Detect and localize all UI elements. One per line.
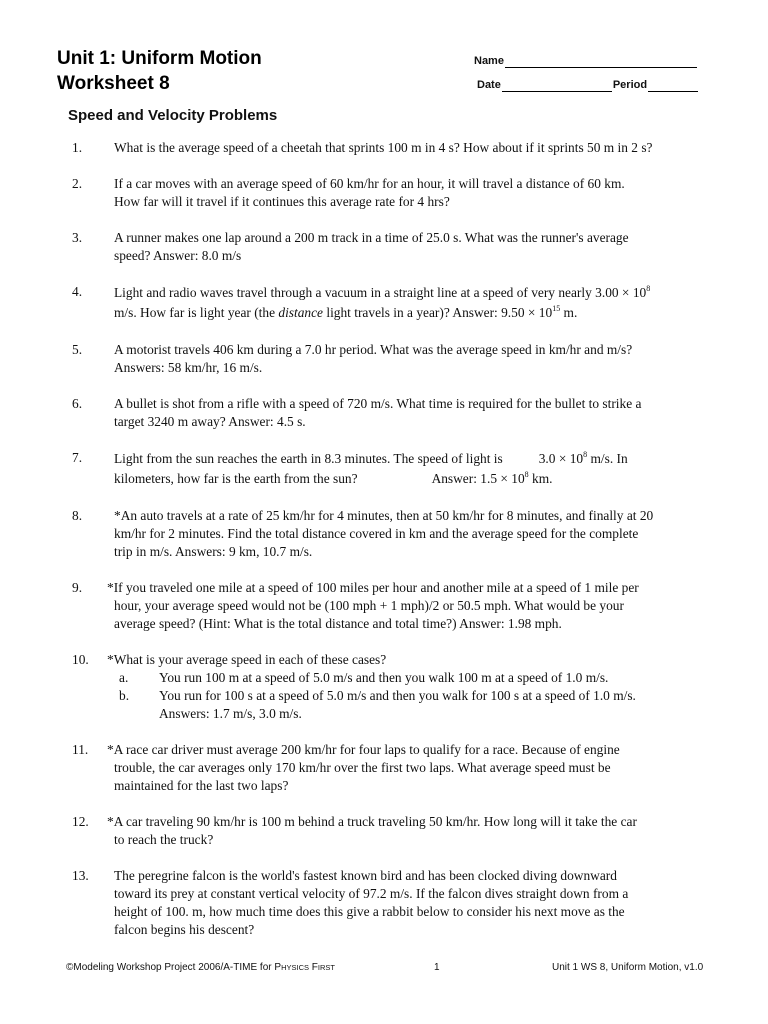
problem-text-part: Light from the sun reaches the earth in 8.3 minutes. The speed of light is — [114, 451, 503, 466]
footer-doc-id: Unit 1 WS 8, Uniform Motion, v1.0 — [552, 962, 704, 973]
problem-number: 4. — [72, 284, 83, 299]
exponent: 8 — [583, 450, 588, 459]
problem-text-part: Answer: 1.5 × 10 — [431, 471, 525, 486]
problem-line: hour, your average speed would not be (100 mph + 1 mph)/2 or 50.5 mph. What would be your — [114, 598, 624, 613]
problem-line: *A car traveling 90 km/hr is 100 m behind a truck traveling 50 km/hr. How long will it take the car — [107, 814, 637, 829]
problem-text-part: Light and radio waves travel through a vacuum in a straight line at a speed of very nearly 3.00 × 10 — [114, 285, 647, 300]
title-unit: Unit 1: Uniform Motion — [57, 48, 262, 69]
problem-7 — [0, 449, 768, 489]
problem-line: average speed? (Hint: What is the total distance and total time?) Answer: 1.98 mph. — [114, 616, 562, 631]
problem-line: A bullet is shot from a rifle with a speed of 720 m/s. What time is required for the bullet to strike a — [114, 396, 642, 411]
problem-list — [0, 139, 768, 957]
name-field[interactable] — [474, 54, 698, 68]
problem-number: 5. — [72, 342, 83, 357]
answers-text: Answers: 1.7 m/s, 3.0 m/s. — [159, 706, 302, 721]
problem-number: 6. — [72, 396, 83, 411]
problem-line: toward its prey at constant vertical velocity of 97.2 m/s. If the falcon dives straight down from a — [114, 886, 629, 901]
problem-line: A motorist travels 406 km during a 7.0 hr period. What was the average speed in km/hr and m/s? — [114, 342, 633, 357]
problem-text-part: km. — [528, 471, 553, 486]
problem-9 — [0, 579, 768, 633]
title-worksheet: Worksheet 8 — [57, 73, 170, 94]
date-period-field[interactable] — [477, 78, 699, 92]
page-number: 1 — [434, 962, 440, 973]
sub-question-b — [107, 687, 722, 705]
problem-4 — [0, 283, 768, 323]
problem-line: target 3240 m away? Answer: 4.5 s. — [114, 414, 306, 429]
problem-line: falcon begins his descent? — [114, 922, 255, 937]
problem-number: 12. — [72, 814, 89, 829]
problem-text: What is the average speed of a cheetah that sprints 100 m in 4 s? How about if it sprints 50 m in 2 s? — [114, 140, 653, 155]
problem-12 — [0, 813, 768, 849]
problem-line: *An auto travels at a rate of 25 km/hr for 4 minutes, then at 50 km/hr for 8 minutes, and finally at 20 — [114, 508, 654, 523]
footer-copyright: ©Modeling Workshop Project 2006/A-TIME for PHYSICS FIRST — [66, 962, 335, 973]
problem-number: 3. — [72, 230, 83, 245]
problem-13 — [0, 867, 768, 939]
problem-line: height of 100. m, how much time does this give a rabbit below to consider his next move as the — [114, 904, 625, 919]
exponent: 8 — [646, 284, 651, 293]
problem-number: 7. — [72, 450, 83, 465]
section-heading: Speed and Velocity Problems — [68, 107, 278, 124]
problem-number: 1. — [72, 140, 83, 155]
problem-number: 9. — [72, 580, 83, 595]
problem-number: 2. — [72, 176, 83, 191]
date-label: Date — [477, 79, 501, 91]
sub-text: You run 100 m at a speed of 5.0 m/s and then you walk 100 m at a speed of 1.0 m/s. — [159, 670, 609, 685]
problem-2 — [0, 175, 768, 211]
sub-question-a — [107, 669, 722, 687]
problem-text-part: kilometers, how far is the earth from the sun? — [114, 471, 358, 486]
problem-text-part: m. — [560, 305, 578, 320]
problem-text-part: 3.0 × 10 — [538, 451, 584, 466]
problem-5 — [0, 341, 768, 377]
problem-line: speed? Answer: 8.0 m/s — [114, 248, 242, 263]
problem-line: maintained for the last two laps? — [114, 778, 289, 793]
problem-3 — [0, 229, 768, 265]
problem-line: to reach the truck? — [114, 832, 214, 847]
problem-line: trip in m/s. Answers: 9 km, 10.7 m/s. — [114, 544, 313, 559]
exponent: 15 — [552, 304, 561, 313]
page-footer — [0, 961, 768, 975]
problem-11 — [0, 741, 768, 795]
problem-line: *A race car driver must average 200 km/hr for four laps to qualify for a race. Because of engine — [107, 742, 620, 757]
problem-line: *If you traveled one mile at a speed of 100 miles per hour and another mile at a speed of 1 mile per — [107, 580, 639, 595]
problem-line: How far will it travel if it continues this average rate for 4 hrs? — [114, 194, 450, 209]
problem-line: If a car moves with an average speed of 60 km/hr for an hour, it will travel a distance of 60 km. — [114, 176, 625, 191]
problem-1 — [0, 139, 768, 157]
emphasis-text: distance — [278, 305, 323, 320]
date-blank[interactable] — [502, 80, 612, 92]
problem-line: A runner makes one lap around a 200 m track in a time of 25.0 s. What was the runner's average — [114, 230, 629, 245]
problem-text-part: m/s. In — [587, 451, 628, 466]
problem-number: 10. — [72, 652, 89, 667]
answers-line — [107, 705, 722, 723]
problem-number: 11. — [72, 742, 89, 757]
problem-line: km/hr for 2 minutes. Find the total distance covered in km and the average speed for the complete — [114, 526, 639, 541]
name-label: Name — [474, 55, 504, 67]
problem-10 — [0, 651, 768, 723]
sub-text: You run for 100 s at a speed of 5.0 m/s and then you walk for 100 s at a speed of 1.0 m/s. — [159, 688, 636, 703]
problem-line: *What is your average speed in each of these cases? — [107, 652, 387, 667]
problem-number: 8. — [72, 508, 83, 523]
sub-label: b. — [119, 688, 130, 703]
problem-8 — [0, 507, 768, 561]
name-blank[interactable] — [505, 56, 697, 68]
problem-6 — [0, 395, 768, 431]
problem-number: 13. — [72, 868, 89, 883]
period-blank[interactable] — [648, 80, 698, 92]
exponent: 8 — [524, 470, 529, 479]
period-label: Period — [612, 79, 648, 91]
problem-line: The peregrine falcon is the world's fastest known bird and has been clocked diving downward — [114, 868, 617, 883]
problem-line: trouble, the car averages only 170 km/hr over the first two laps. What average speed must be — [114, 760, 611, 775]
problem-text-part: light travels in a year)? Answer: 9.50 × 10 — [323, 305, 553, 320]
sub-label: a. — [119, 670, 129, 685]
problem-text-part: m/s. How far is light year (the — [114, 305, 279, 320]
problem-line: Answers: 58 km/hr, 16 m/s. — [114, 360, 263, 375]
